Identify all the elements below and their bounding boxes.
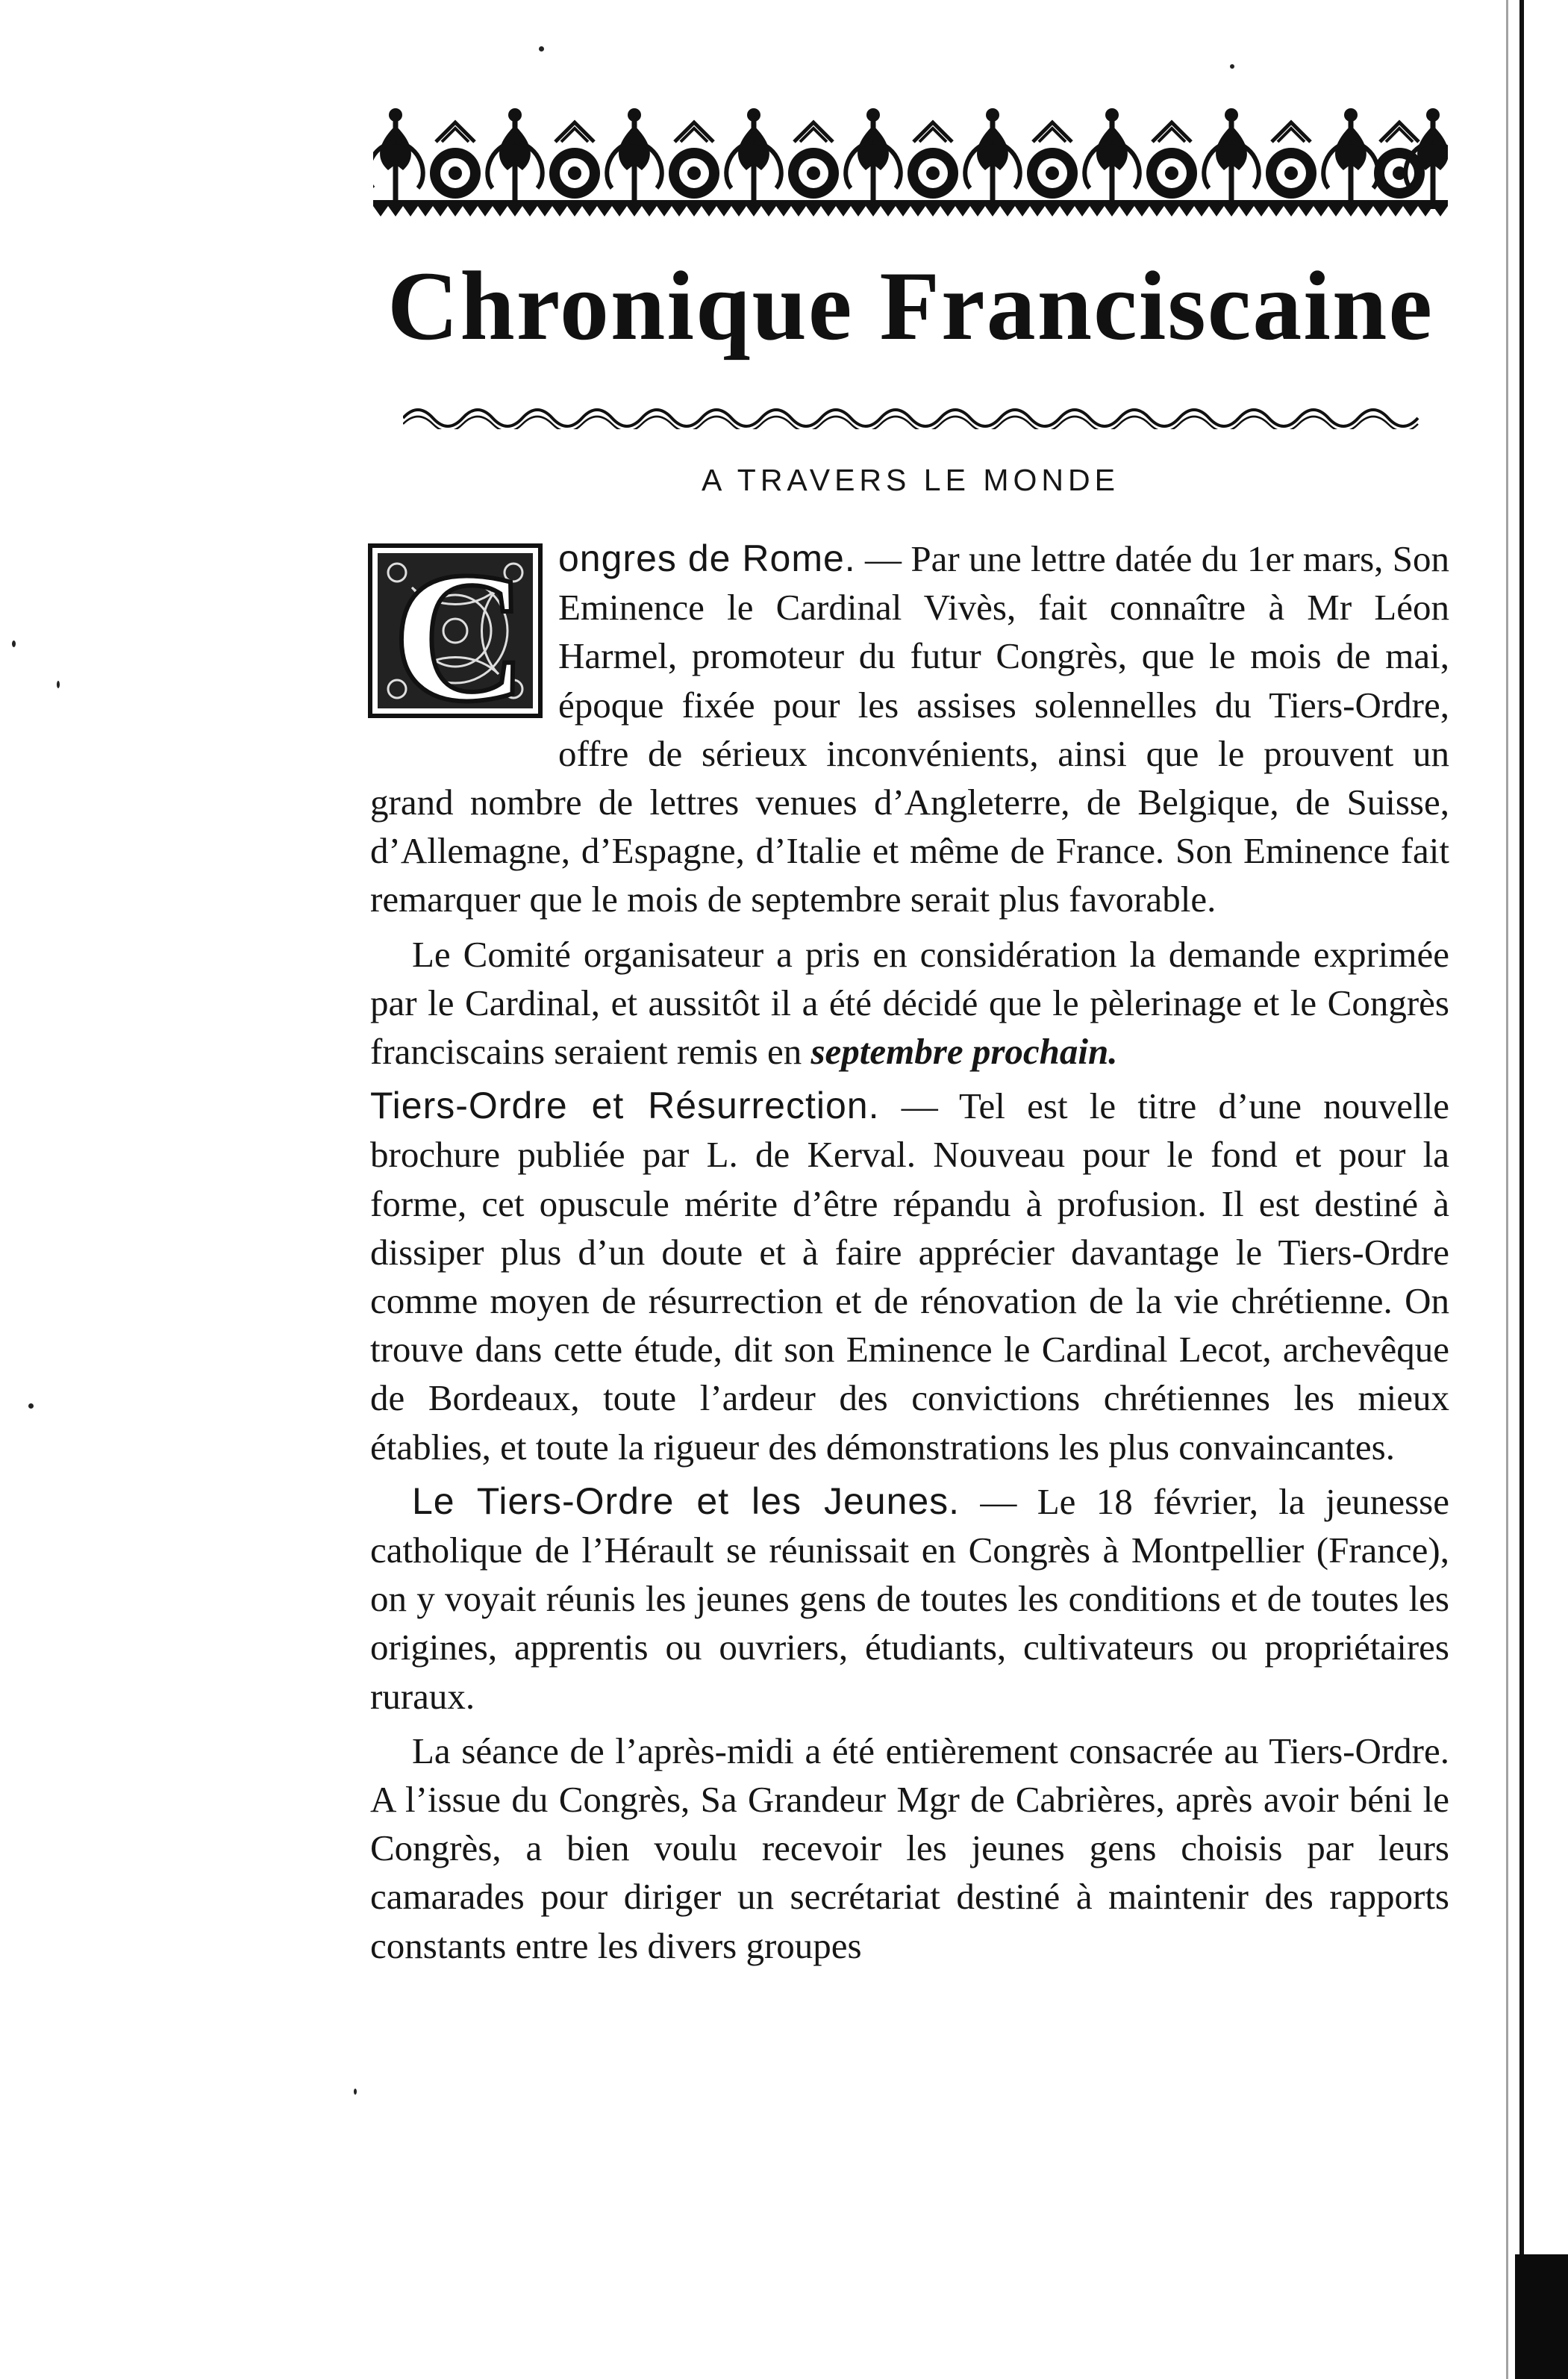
- paragraph-congres-rome: [370, 534, 1449, 924]
- lead-congres-rome: ongres de Rome.: [558, 537, 856, 579]
- speck: [57, 681, 60, 688]
- speck: [539, 46, 544, 52]
- binding-edge: [1519, 0, 1524, 2379]
- speck: [28, 1403, 34, 1409]
- paragraph-tiers-ordre-jeunes: [370, 1477, 1449, 1721]
- speck: [1230, 64, 1234, 69]
- italic-date: septembre prochain.: [810, 1031, 1118, 1073]
- drop-cap-space: [370, 534, 558, 730]
- paragraph-text: — Le 18 février, la jeunesse catholique de l’Hérault se réunissait en Congrès à Montpellier (France), on y voyait réunis les jeunes gens de toutes les conditions et de toutes les origines, apprentis ou ouvriers, étudiants, cultivateurs ou propriétaires ruraux.: [370, 1480, 1449, 1717]
- paragraph-seance: [370, 1727, 1449, 1970]
- paragraph-text: La séance de l’après-midi a été entièrement consacrée au Tiers-Ordre. A l’issue du Congrès, Sa Grandeur Mgr de Cabrières, après avoir béni le Congrès, a bien voulu recevoir les jeunes gens choisis par leurs camarades pour diriger un secrétariat destiné à maintenir des rapports constants entre les divers groupes: [370, 1730, 1449, 1966]
- page-title: Chronique Franciscaine: [387, 251, 1434, 361]
- paragraph-comite: [370, 930, 1449, 1076]
- binding-corner: [1515, 2254, 1568, 2379]
- lead-tiers-ordre-jeunes: Le Tiers-Ordre et les Jeunes.: [412, 1480, 961, 1522]
- floral-ornament-band: [373, 105, 1448, 220]
- speck: [354, 2089, 357, 2095]
- wavy-rule: [403, 396, 1425, 429]
- paragraph-tiers-ordre-resurrection: [370, 1082, 1449, 1471]
- paragraph-text: — Par une lettre datée du 1er mars, Son Eminence le Cardinal Vivès, fait connaître à Mr Léon Harmel, promoteur du futur Congrès, que le mois de mai, époque fixée pour les assises solennelles du Tiers-Ordre, offre de sérieux inconvénients, ainsi que le prouvent un grand nombre de lettres venues d’Angleterre, de Belgique, de Suisse, d’Allemagne, d’Espagne, d’Italie et même de France. Son Eminence fait remarquer que le mois de septembre serait plus favorable.: [370, 538, 1450, 920]
- article-body: [370, 534, 1449, 1970]
- section-heading: A TRAVERS LE MONDE: [702, 463, 1119, 497]
- drop-cap-letter: C: [392, 543, 528, 719]
- paragraph-text: Le Comité organisateur a pris en considération la demande exprimée par le Cardinal, et aussitôt il a été décidé que le pèlerinage et le Congrès franciscains seraient remis en: [370, 933, 1449, 1073]
- speck: [12, 640, 16, 647]
- lead-tiers-ordre-resurrection: Tiers-Ordre et Résurrection.: [370, 1085, 880, 1127]
- paragraph-text: — Tel est le titre d’une nouvelle brochure publiée par L. de Kerval. Nouveau pour le fond et pour la forme, cet opuscule mérite d’être répandu à profusion. Il est destiné à dissiper plus d’un doute et à faire apprécier davantage le Tiers-Ordre comme moyen de résurrection et de rénovation de la vie chrétienne. On trouve dans cette étude, dit son Eminence le Cardinal Lecot, archevêque de Bordeaux, toute l’ardeur des convictions chrétiennes les mieux établies, et toute la rigueur des démonstrations les plus convaincantes.: [370, 1085, 1449, 1468]
- binding-shadow: [1506, 0, 1508, 2379]
